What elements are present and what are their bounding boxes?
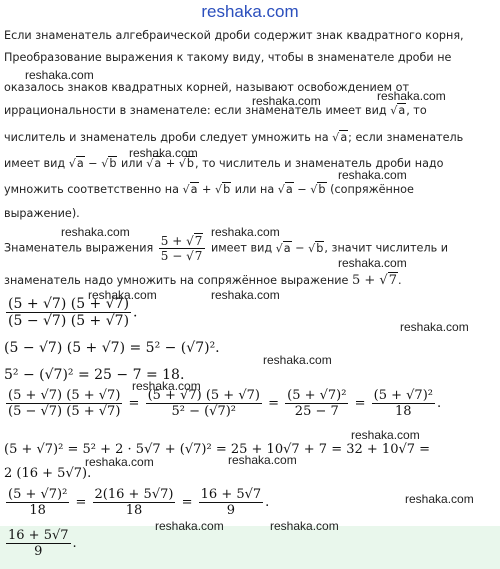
- equation-4: $\frac{(5 + √7) (5 + √7)}{(5 - √7) (5 + √7)}$ = $\frac{(5 + √7) (5 + √7)}{\text{5² − (√7)²}}$ = $\frac{\text{(5 + √7)²}}{25 - 7}$ = $\frac{\text{(5 + √7)²}}{18}$ .: [8, 388, 442, 419]
- plus-sign: +: [162, 157, 179, 170]
- text-segment: или на: [231, 183, 278, 196]
- sqrt-a: √a: [146, 157, 162, 170]
- sqrt-a: √a: [332, 131, 348, 144]
- answer: $\frac{16 + 5√7}{9}$ .: [8, 528, 77, 559]
- text-segment: Знаменатель выражения: [4, 241, 157, 255]
- text-line-2: Преобразование выражения к такому виду, чтобы в знаменателе дроби не: [4, 51, 452, 64]
- text-segment: , то числитель и знаменатель дроби надо: [195, 157, 444, 170]
- watermark: reshaka.com: [270, 519, 339, 533]
- fraction: $\frac{(5 + √7) (5 + √7)}{\text{5² − (√7)²}}$: [147, 388, 260, 419]
- minus-sign: −: [84, 157, 102, 170]
- equation-7: $\frac{\text{(5 + √7)²}}{18}$ = $\frac{2(16 + 5√7)}{18}$ = $\frac{16 + 5√7}{9}$ .: [8, 487, 270, 518]
- conjugate-expression: 5 + √7: [351, 273, 397, 288]
- watermark: reshaka.com: [351, 428, 420, 442]
- fraction-expression: $\frac{5 + √7}{5 - √7}$: [159, 234, 206, 263]
- text-line-7: [4, 183, 414, 196]
- watermark: reshaka.com: [155, 519, 224, 533]
- watermark: reshaka.com: [338, 256, 407, 270]
- fraction: $\frac{16 + 5√7}{9}$: [200, 487, 262, 518]
- text-line-4: [4, 104, 427, 117]
- watermark: reshaka.com: [338, 168, 407, 182]
- sqrt-b: √b: [101, 157, 117, 170]
- site-watermark-top: reshaka.com: [201, 2, 299, 21]
- minus-sign: −: [293, 183, 311, 196]
- equation-1: $\frac{(5 + √7) (5 + √7)}{(5 - √7) (5 + √7)}$ .: [8, 296, 138, 329]
- fraction: $\frac{\text{(5 + √7)²}}{18}$: [8, 487, 68, 518]
- watermark: reshaka.com: [211, 288, 280, 302]
- watermark: reshaka.com: [377, 89, 446, 103]
- watermark: reshaka.com: [61, 225, 130, 239]
- sqrt-a: √a: [182, 183, 198, 196]
- sqrt-a: √a: [277, 183, 293, 196]
- equation-5: (5 + √7)² = 5² + 2 · 5√7 + (√7)² = 25 + 10√7 + 7 = 32 + 10√7 =: [4, 442, 431, 457]
- text-line-1: Если знаменатель алгебраической дроби содержит знак квадратного корня,: [4, 29, 464, 42]
- text-segment: числитель и знаменатель дроби следует умножить на: [4, 131, 333, 144]
- watermark: reshaka.com: [25, 68, 94, 82]
- watermark: reshaka.com: [405, 492, 474, 506]
- text-segment: (сопряжённое: [326, 183, 414, 196]
- sqrt-b: √b: [308, 241, 324, 255]
- text-line-5: [4, 131, 463, 144]
- sqrt-a: √a: [68, 157, 84, 170]
- text-segment: ; если знаменатель: [348, 131, 464, 144]
- fraction: $\frac{(5 + √7) (5 + √7)}{(5 - √7) (5 + √7)}$: [8, 388, 121, 419]
- watermark: reshaka.com: [132, 379, 201, 393]
- text-line-10: [4, 273, 402, 288]
- equation-6: 2 (16 + 5√7).: [4, 466, 92, 481]
- sqrt-a: √a: [275, 241, 291, 255]
- text-line-8: выражение).: [4, 207, 80, 220]
- fraction: $\frac{\text{(5 + √7)²}}{18}$: [373, 388, 433, 419]
- answer-fraction: $\frac{16 + 5√7}{9}$: [8, 528, 69, 559]
- watermark: reshaka.com: [88, 288, 157, 302]
- text-segment: , значит числитель и: [324, 241, 449, 255]
- text-segment: умножить соответственно на: [4, 183, 183, 196]
- fraction: $\frac{\text{(5 + √7)²}}{25 - 7}$: [287, 388, 347, 419]
- sqrt-a: √a: [390, 104, 406, 117]
- text-segment: , то: [406, 104, 427, 117]
- text-segment: .: [397, 274, 402, 287]
- text-line-3: оказалось знаков квадратных корней, называют освобождением от: [4, 81, 410, 94]
- text-segment: имеет вид: [207, 241, 276, 255]
- text-segment: имеет вид: [4, 157, 69, 170]
- watermark: reshaka.com: [400, 320, 469, 334]
- watermark: reshaka.com: [85, 455, 154, 469]
- watermark: reshaka.com: [129, 146, 198, 160]
- text-segment: или: [117, 157, 147, 170]
- sqrt-b: √b: [310, 183, 326, 196]
- watermark: reshaka.com: [263, 353, 332, 367]
- watermark: reshaka.com: [228, 453, 297, 467]
- sqrt-b: √b: [178, 157, 195, 170]
- fraction: $\frac{(5 + √7) (5 + √7)}{(5 - √7) (5 + √7)}$: [8, 296, 130, 329]
- sqrt-b: √b: [215, 183, 231, 196]
- watermark: reshaka.com: [252, 94, 321, 108]
- fraction: $\frac{2(16 + 5√7)}{18}$: [94, 487, 174, 518]
- minus-sign: −: [291, 241, 309, 255]
- text-segment: знаменатель надо умножить на сопряжённое выражение: [4, 274, 352, 287]
- plus-sign: +: [198, 183, 215, 196]
- equation-2: (5 − √7) (5 + √7) = 5² − (√7)².: [4, 340, 220, 356]
- equation-3: 5² − (√7)² = 25 − 7 = 18.: [4, 367, 185, 383]
- watermark: reshaka.com: [211, 225, 280, 239]
- text-segment: иррациональности в знаменателе: если знаменатель имеет вид: [4, 104, 391, 117]
